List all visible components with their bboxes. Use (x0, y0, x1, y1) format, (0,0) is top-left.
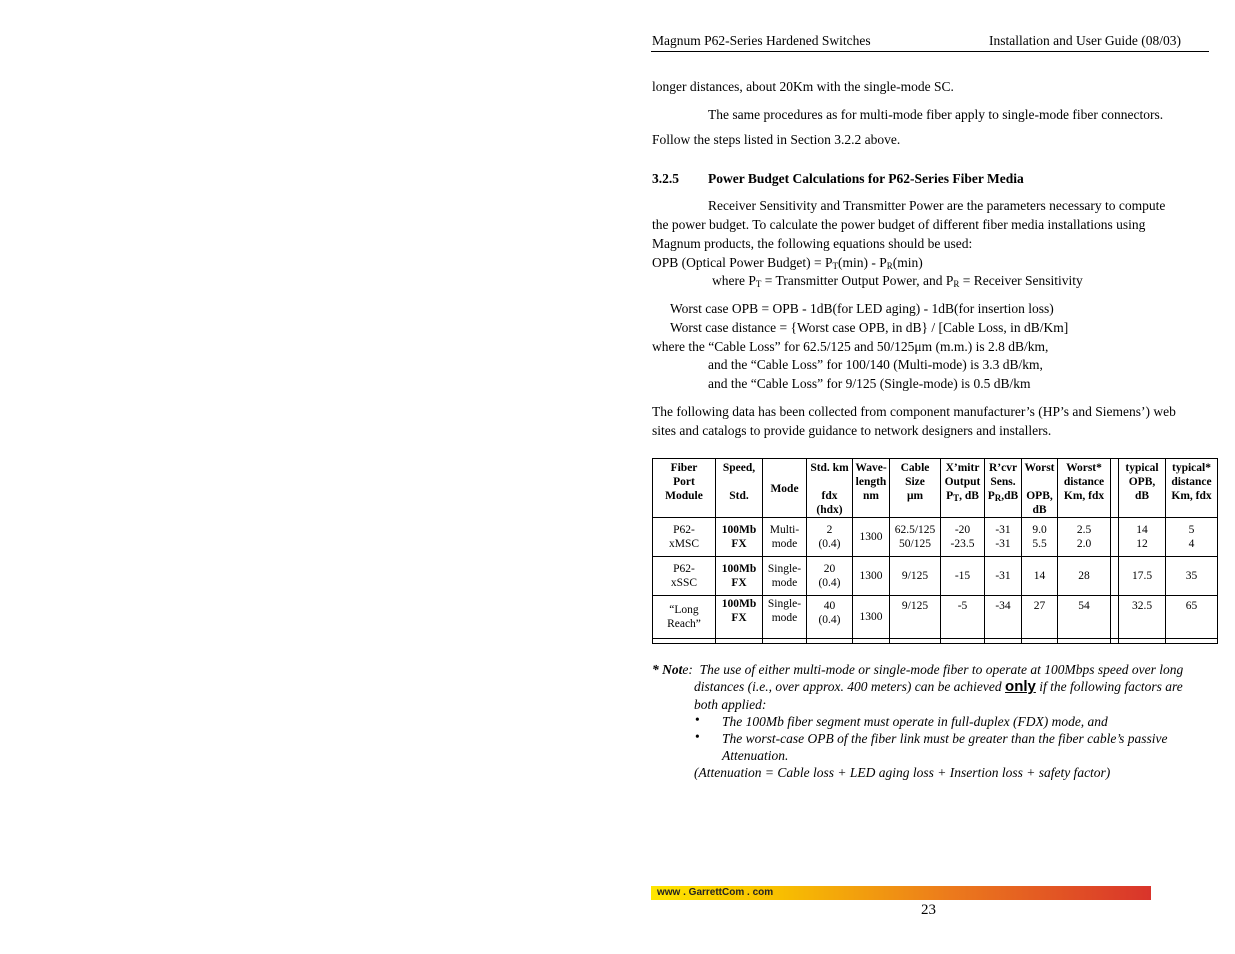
section-number: 3.2.5 (652, 171, 679, 186)
worst-opb-equation: Worst case OPB = OPB - 1dB(for LED aging) - 1dB(for insertion loss) (670, 301, 1054, 316)
col-header: Worst* distance Km, fdx (1058, 459, 1111, 518)
cell: 14 (1022, 557, 1058, 596)
table-row (653, 518, 1218, 557)
paragraph: The following data has been collected from component manufacturer’s (HP’s and Siemens’) web (652, 404, 1176, 419)
header-guide: Installation and User Guide (08/03) (989, 33, 1181, 48)
cell: 17.5 (1119, 557, 1166, 596)
cell: 100Mb FX (716, 557, 763, 596)
cell: -31 (985, 557, 1022, 596)
cell: 28 (1058, 557, 1111, 596)
col-header: Worst OPB, dB (1022, 459, 1058, 518)
bullet-icon: • (695, 729, 700, 744)
cell: P62- xSSC (653, 557, 716, 596)
cell: 9/125 (890, 557, 941, 596)
col-header: R’cvr Sens. $P_R,dB$ (985, 459, 1022, 518)
paragraph: the power budget. To calculate the power budget of different fiber media installations using (652, 217, 1146, 232)
cable-loss-line: and the “Cable Loss” for 9/125 (Single-mode) is 0.5 dB/km (708, 376, 1031, 391)
paragraph: Follow the steps listed in Section 3.2.2 above. (652, 132, 901, 147)
note-line: * Note: The use of either multi-mode or single-mode fiber to operate at 100Mbps speed over long (652, 662, 1184, 677)
opb-equation: OPB (Optical Power Budget) = $P_T(\min) - P_R(\min)$ (652, 255, 923, 271)
cell: 65 (1166, 596, 1218, 639)
cell: 100Mb FX (716, 518, 763, 557)
col-header: X’mitr Output $P_T$, dB (941, 459, 985, 518)
cell: 27 (1022, 596, 1058, 639)
col-header: Speed, Std. (716, 459, 763, 518)
worst-distance-equation: Worst case distance = {Worst case OPB, in dB} / [Cable Loss, in dB/Km] (670, 320, 1069, 335)
note-bullet: The worst-case OPB of the fiber link must be greater than the fiber cable’s passive (722, 731, 1168, 746)
spacer-cell (1111, 459, 1119, 518)
spacer-cell (1111, 518, 1119, 557)
cell: 9/125 (890, 596, 941, 639)
cell: 40 (0.4) (807, 596, 853, 639)
cell: “Long Reach” (653, 596, 716, 639)
cell: P62- xMSC (653, 518, 716, 557)
cell: -34 (985, 596, 1022, 639)
cell: -15 (941, 557, 985, 596)
col-header: Mode (763, 459, 807, 518)
table-header-row (653, 459, 1218, 518)
cell: 9.0 5.5 (1022, 518, 1058, 557)
paragraph: Receiver Sensitivity and Transmitter Power are the parameters necessary to compute (708, 198, 1166, 213)
table-row (653, 639, 1218, 644)
cell: 62.5/125 50/125 (890, 518, 941, 557)
paragraph: longer distances, about 20Km with the single-mode SC. (652, 79, 954, 94)
bullet-icon: • (695, 712, 700, 727)
cell: Single- mode (763, 557, 807, 596)
col-header: Fiber Port Module (653, 459, 716, 518)
cell: 100Mb FX (716, 596, 763, 639)
col-header: Wave- length nm (853, 459, 890, 518)
note-line: distances (i.e., over approx. 400 meters) can be achieved only if the following factors are (694, 678, 1183, 695)
paragraph: The same procedures as for multi-mode fiber apply to single-mode fiber connectors. (708, 107, 1164, 122)
paragraph: Magnum products, the following equations should be used: (652, 236, 973, 251)
footer-url: www . GarrettCom . com (657, 887, 774, 898)
cell: Single- mode (763, 596, 807, 639)
note-formula: (Attenuation = Cable loss + LED aging loss + Insertion loss + safety factor) (694, 765, 1111, 780)
emphasis-only: only (1005, 678, 1036, 695)
cell: 1300 (853, 557, 890, 596)
fiber-spec-table (652, 458, 1218, 644)
col-header: typical OPB, dB (1119, 459, 1166, 518)
page-number: 23 (921, 902, 936, 918)
cell: -31 -31 (985, 518, 1022, 557)
section-title: Power Budget Calculations for P62-Series Fiber Media (708, 171, 1024, 186)
header-rule (651, 51, 1209, 52)
note-line: both applied: (694, 697, 767, 712)
paragraph: sites and catalogs to provide guidance to network designers and installers. (652, 423, 1052, 438)
cell: 35 (1166, 557, 1218, 596)
spacer-cell (1111, 596, 1119, 639)
cell: -20 -23.5 (941, 518, 985, 557)
cell: 5 4 (1166, 518, 1218, 557)
header-title: Magnum P62-Series Hardened Switches (652, 33, 871, 48)
cell: 14 12 (1119, 518, 1166, 557)
cell: 2 (0.4) (807, 518, 853, 557)
cell: -5 (941, 596, 985, 639)
note-label: * Not (652, 662, 683, 677)
col-header: Cable Size μm (890, 459, 941, 518)
note-bullet-cont: Attenuation. (722, 748, 789, 763)
cell: 54 (1058, 596, 1111, 639)
table-row (653, 596, 1218, 639)
cell: 2.5 2.0 (1058, 518, 1111, 557)
col-header: Std. km fdx (hdx) (807, 459, 853, 518)
cell: 1300 (853, 518, 890, 557)
cable-loss-line: and the “Cable Loss” for 100/140 (Multi-mode) is 3.3 dB/km, (708, 357, 1043, 372)
cell: 1300 (853, 596, 890, 639)
cell: Multi- mode (763, 518, 807, 557)
col-header: typical* distance Km, fdx (1166, 459, 1218, 518)
cell: 32.5 (1119, 596, 1166, 639)
opb-definition: where $P_T$ = Transmitter Output Power, and $P_R$ = Receiver Sensitivity (712, 273, 1083, 289)
spacer-cell (1111, 557, 1119, 596)
note-bullet: The 100Mb fiber segment must operate in full-duplex (FDX) mode, and (722, 714, 1108, 729)
table-row (653, 557, 1218, 596)
cell: 20 (0.4) (807, 557, 853, 596)
cable-loss-line: where the “Cable Loss” for 62.5/125 and 50/125μm (m.m.) is 2.8 dB/km, (652, 339, 1049, 354)
